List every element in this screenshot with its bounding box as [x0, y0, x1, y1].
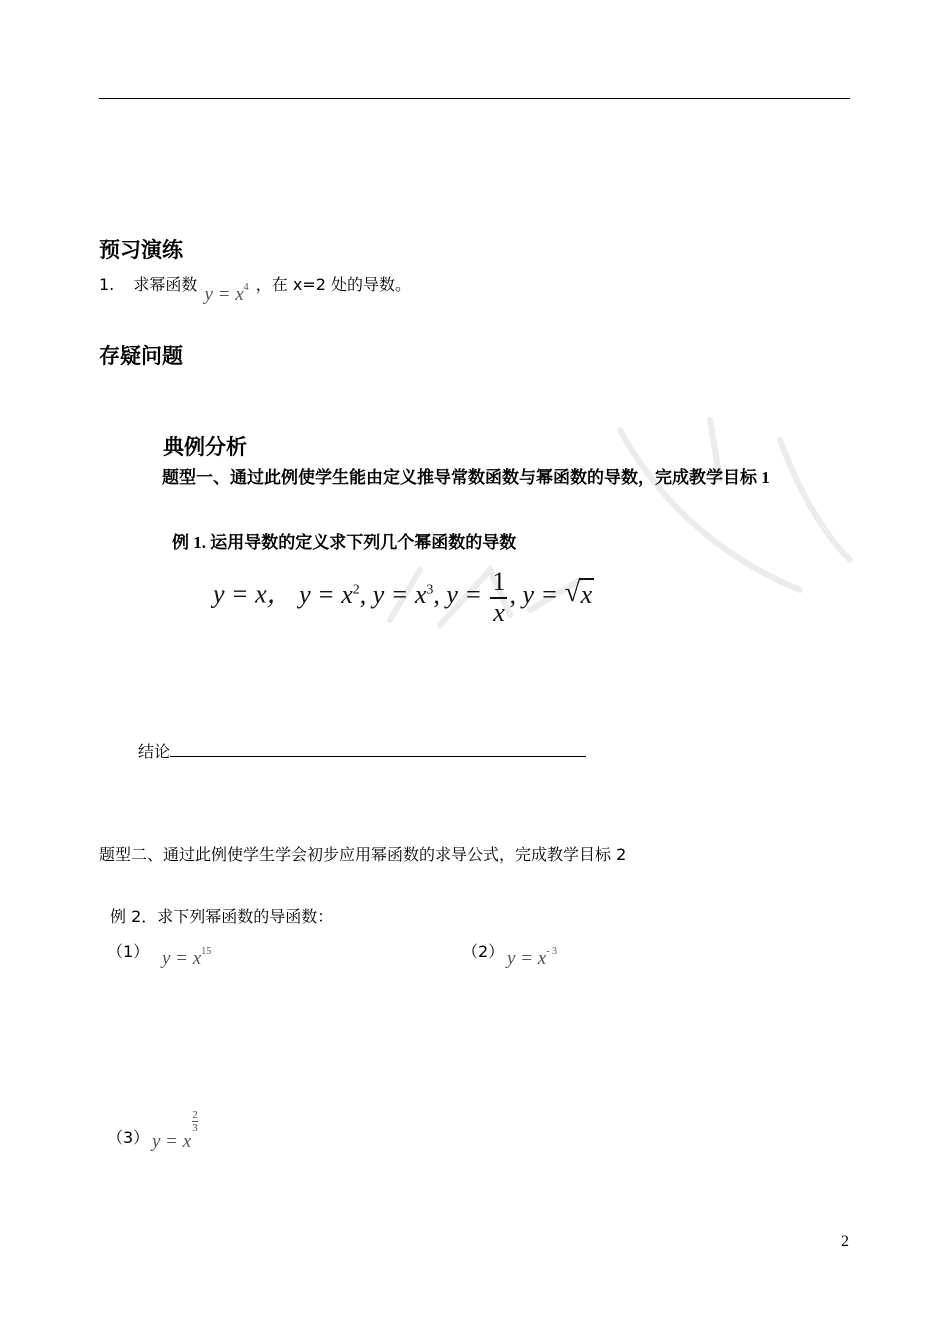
- doubts-title: 存疑问题: [99, 344, 183, 368]
- item-1-label: （1）: [107, 942, 150, 961]
- header-rule: [99, 98, 850, 99]
- item-1-formula: $y = x^{15}$: [162, 946, 212, 969]
- formula-y-x2: $y = x^2$: [299, 579, 360, 609]
- conclusion-line: [138, 739, 586, 762]
- item-2-label: （2）: [462, 942, 505, 961]
- formula-y-1-over-x: , y = $\frac{1}{x}$: [433, 566, 506, 627]
- preview-title: 预习演练: [99, 238, 183, 262]
- preview-question-1: [99, 272, 411, 305]
- type1-heading: 题型一、通过此例使学生能由定义推导常数函数与幂函数的导数，完成教学目标 1: [162, 468, 770, 487]
- examples-title: 典例分析: [163, 435, 247, 459]
- q1-prefix: 求幂函数: [133, 275, 198, 294]
- conclusion-label: 结论: [138, 742, 171, 761]
- item-3-formula: y = x $\frac{2}{3}$: [152, 1109, 198, 1152]
- example1-label: 例 1. 运用导数的定义求下列几个幂函数的导数: [172, 533, 517, 552]
- formula-y-x3: , $y = x^3$: [359, 579, 434, 609]
- formula-y-sqrt-x: , y = √ x: [509, 576, 593, 609]
- conclusion-blank: [170, 742, 586, 757]
- q1-number: 1.: [99, 275, 115, 294]
- q1-formula: $y = x^4$: [204, 282, 249, 305]
- example2-label: 例 2．求下列幂函数的导函数：: [110, 907, 334, 926]
- item-3-label: （3）: [107, 1128, 150, 1147]
- example1-formulas: [213, 560, 594, 627]
- page-number: 2: [841, 1233, 849, 1250]
- formula-y-x: y = x，: [213, 579, 293, 609]
- item-2-formula: $y = x^{- 3}$: [507, 946, 558, 969]
- type2-heading: 题型二、通过此例使学生学会初步应用幂函数的求导公式，完成教学目标 2: [99, 845, 627, 864]
- q1-suffix: ，在 x=2 处的导数。: [255, 275, 411, 294]
